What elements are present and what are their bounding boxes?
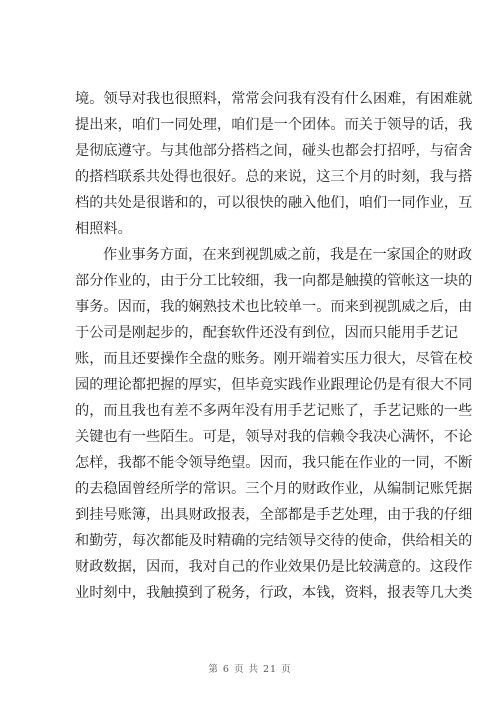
paragraph-line: 到挂号账簿，出具财政报表，全部都是手艺处理，由于我的仔细 <box>75 507 473 523</box>
paragraph-line: 档的共处是很谐和的，可以很快的融入他们，咱们一同作业，互 <box>75 195 473 211</box>
paragraph-line: 的搭档联系共处得也很好。总的来说，这三个月的时刻，我与搭 <box>75 169 473 185</box>
paragraph-line: 提出来，咱们一同处理，咱们是一个团体。而关于领导的话，我 <box>75 117 473 133</box>
paragraph-line: 境。领导对我也很照料，常常会问我有没有什么困难，有困难就 <box>75 91 473 107</box>
paragraph-line: 园的理论都把握的厚实，但毕竟实践作业跟理论仍是有很大不同 <box>75 377 473 393</box>
body-text <box>75 86 473 606</box>
paragraph-line: 事务。因而，我的娴熟技术也比较单一。而来到视凯威之后，由 <box>75 299 473 315</box>
paragraph-line: 部分作业的，由于分工比较细，我一向都是触摸的管帐这一块的 <box>75 273 473 289</box>
paragraph-line: 和勤劳，每次都能及时精确的完结领导交待的使命，供给相关的 <box>75 533 473 549</box>
paragraph-line: 账，而且还要操作全盘的账务。刚开端着实压力很大，尽管在校 <box>75 351 473 367</box>
paragraph-line: 的，而且我也有差不多两年没有用手艺记账了，手艺记账的一些 <box>75 403 473 419</box>
paragraph-line: 财政数据，因而，我对自己的作业效果仍是比较满意的。这段作 <box>75 559 473 575</box>
paragraph-line: 关键也有一些陌生。可是，领导对我的信赖令我决心满怀，不论 <box>75 429 473 445</box>
paragraph-line: 业时刻中，我触摸到了税务，行政，本钱，资料，报表等几大类 <box>75 585 473 601</box>
page-footer: 第 6 页 共 21 页 <box>208 664 292 675</box>
paragraph-line: 的去稳固曾经所学的常识。三个月的财政作业，从编制记账凭据 <box>75 481 473 497</box>
paragraph-line: 相照料。 <box>75 221 132 237</box>
paragraph-line: 于公司是刚起步的，配套软件还没有到位，因而只能用手艺记 <box>75 325 459 341</box>
paragraph-line: 怎样，我都不能令领导绝望。因而，我只能在作业的一同，不断 <box>75 455 473 471</box>
paragraph-line: 是彻底遵守。与其他部分搭档之间，碰头也都会打招呼，与宿舍 <box>75 143 473 159</box>
paragraph-line: 作业事务方面，在来到视凯威之前，我是在一家国企的财政 <box>103 247 472 263</box>
